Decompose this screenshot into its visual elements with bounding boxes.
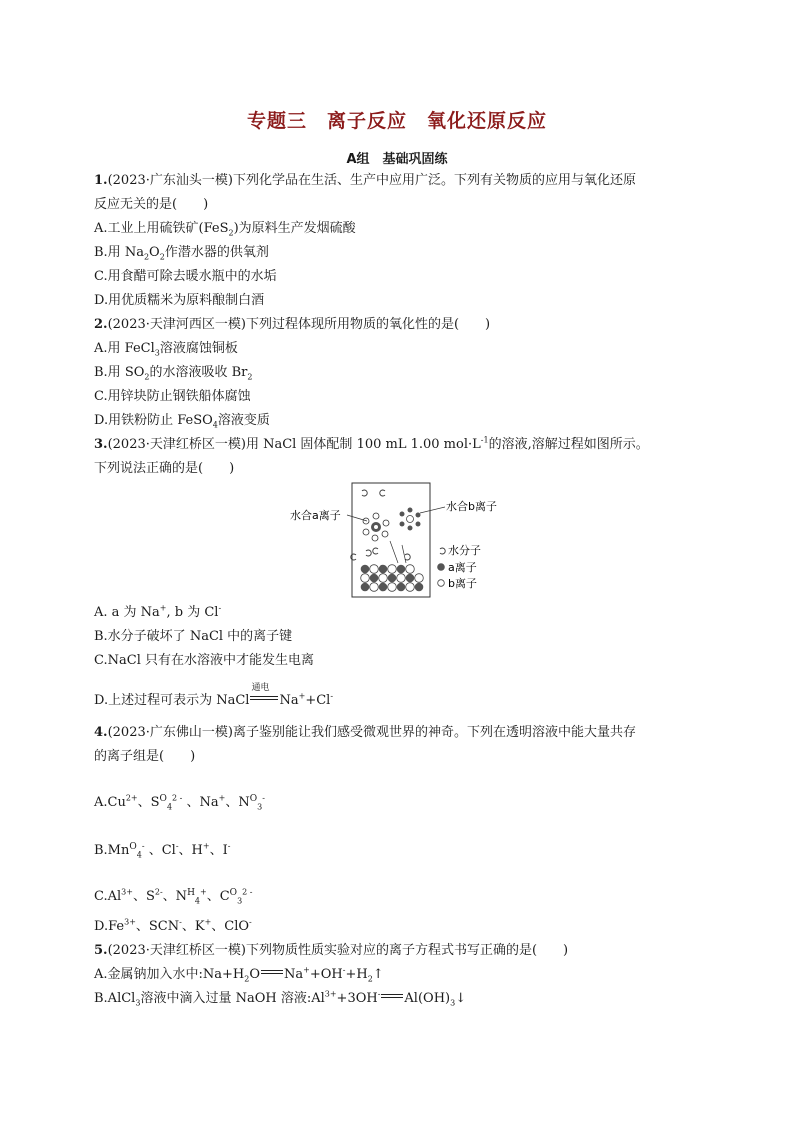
q4-option-a: $A.Cu^{2+}$、$S^O_4^{2 -}$ 、Na+、$N^O_3^-$ <box>94 793 265 812</box>
q5-number: 5. <box>94 943 108 958</box>
q2-option-d: D.用铁粉防止 FeSO$_4$溶液变质 <box>94 413 270 430</box>
q5-option-b: B.AlCl$_3$溶液中滴入过量 NaOH 溶液$:Al^{3+}+3OH^-$ $Al(OH)_3↓$ <box>94 989 467 1008</box>
label-hydrated-a: 水合a离子 <box>290 509 341 522</box>
q5-option-a: A.金属钠加入水中$:Na+H_2O$ $Na^++OH^-+H_2↑$ <box>94 965 384 984</box>
q1-stem-line2: 反应无关的是( ) <box>94 197 209 212</box>
q1-option-b: B.用 $Na_2O_2$作潜水器的供氧剂 <box>94 245 269 262</box>
q2-option-b: B.用 $SO_2$的水溶液吸收 $Br_2$ <box>94 365 253 382</box>
legend-a: a离子 <box>448 561 477 574</box>
q4-option-c: $C.Al^{3+}$、$S^{2-}$、$N^H_4^+$、$C^O_3^{2 -}$ <box>94 887 253 906</box>
nacl-dissolution-diagram <box>290 481 520 599</box>
nacl-crystal-lattice <box>361 565 424 592</box>
legend-b: b离子 <box>448 577 477 590</box>
legend-water-icon <box>440 548 445 554</box>
q4-stem-line2: 的离子组是( ) <box>94 749 196 764</box>
q3-option-c: C.NaCl 只有在水溶液中才能发生电离 <box>94 653 314 668</box>
q2-option-c: C.用锌块防止钢铁船体腐蚀 <box>94 389 251 404</box>
q4-option-b: $B.Mn^O_4^-$ 、Cl-、H+、I- <box>94 841 231 860</box>
label-hydrated-b: 水合b离子 <box>446 500 497 513</box>
legend-b-icon <box>438 580 445 587</box>
q2-option-a: A.用 FeCl$_3$溶液腐蚀铜板 <box>94 341 238 358</box>
q1-option-a: A.工业上用硫铁矿(FeS$_2$)为原料生产发烟硫酸 <box>94 221 356 238</box>
q4-stem-line1: 4.(2023·广东佛山一模)离子鉴别能让我们感受微观世界的神奇。下列在透明溶液中能大量共存 <box>94 725 636 740</box>
q3-option-a: A. a 为 Na+, b 为 Cl- <box>94 603 222 620</box>
q1-number: 1. <box>94 173 108 188</box>
q3-option-d: D.上述过程可表示为 NaCl 通电 Na++Cl- <box>94 683 334 708</box>
section-heading: A组 基础巩固练 <box>346 152 448 167</box>
q1-stem-line1: 1.(2023·广东汕头一模)下列化学品在生活、生产中应用广泛。下列有关物质的应用与氧化还原 <box>94 173 636 188</box>
q3-stem-line2: 下列说法正确的是( ) <box>94 461 235 476</box>
q3-number: 3. <box>94 437 108 452</box>
q1-option-d: D.用优质糯米为原料酿制白酒 <box>94 293 265 308</box>
hydrated-a-ion <box>363 513 389 541</box>
legend-water: 水分子 <box>448 544 481 557</box>
q1-option-c: C.用食醋可除去暖水瓶中的水垢 <box>94 269 277 284</box>
page-title: 专题三 离子反应 氧化还原反应 <box>246 110 547 132</box>
q2-stem: 2.(2023·天津河西区一模)下列过程体现所用物质的氧化性的是( ) <box>94 317 491 332</box>
q5-stem: 5.(2023·天津红桥区一模)下列物质性质实验对应的离子方程式书写正确的是( ) <box>94 943 569 958</box>
q4-number: 4. <box>94 725 108 740</box>
q3-option-b: B.水分子破坏了 NaCl 中的离子键 <box>94 629 293 644</box>
q3-stem-line1: 3.(2023·天津红桥区一模)用 NaCl 固体配制 100 mL 1.00 $mol\cdot L^{-1}$的溶液,溶解过程如图所示。 <box>94 435 649 452</box>
q4-option-d: $D.Fe^{3+}$、SCN-、K+、ClO- <box>94 917 252 934</box>
legend-a-icon <box>437 563 445 571</box>
q2-number: 2. <box>94 317 108 332</box>
hydrated-b-ion <box>400 508 421 531</box>
